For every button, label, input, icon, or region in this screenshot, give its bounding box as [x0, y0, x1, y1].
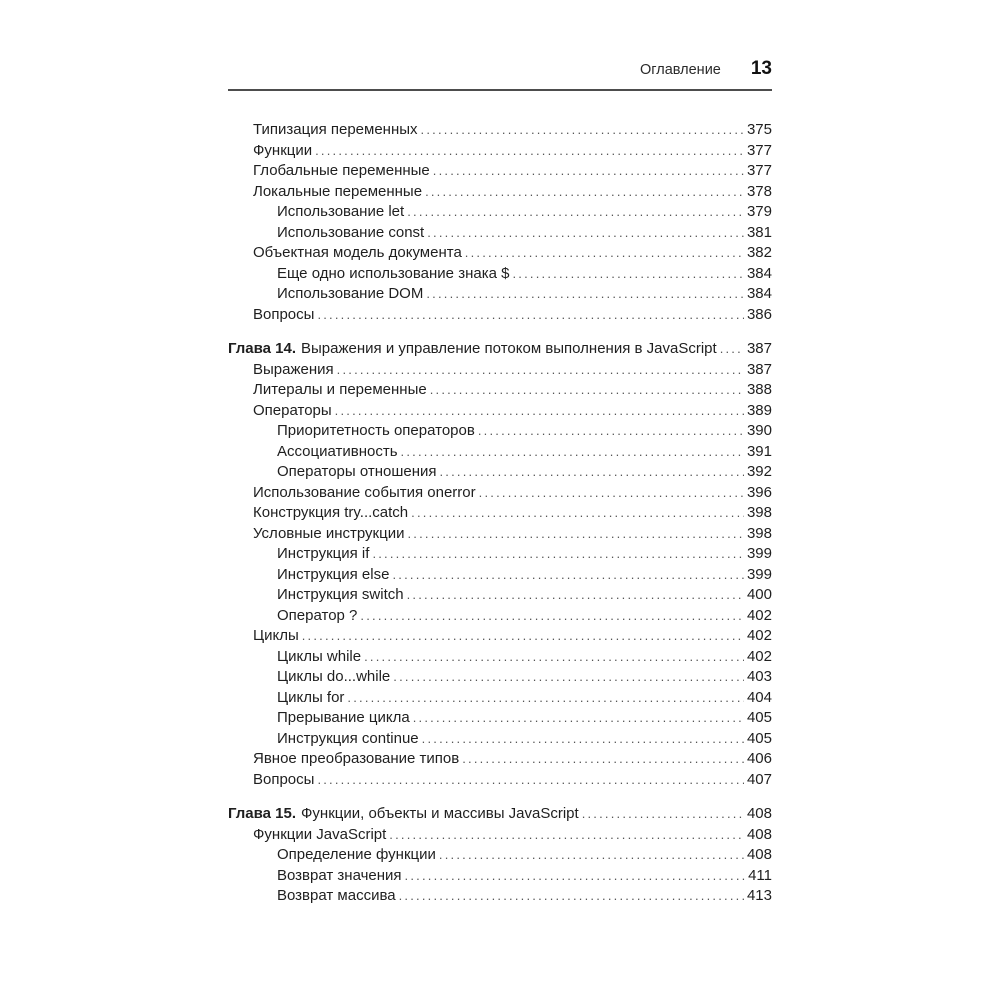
dotted-leader	[315, 141, 744, 162]
toc-entry-page: 377	[746, 162, 772, 179]
dotted-leader	[426, 284, 744, 305]
dotted-leader	[399, 886, 744, 907]
dotted-leader	[407, 585, 744, 606]
toc-entry	[228, 141, 772, 162]
toc-entry-title: Функции JavaScript	[253, 825, 387, 843]
toc-entry-title: Типизация переменных	[253, 121, 418, 138]
toc-entry-page: 381	[746, 223, 772, 241]
toc-entry-page: 375	[746, 121, 772, 138]
toc-entry	[228, 667, 772, 688]
toc-entry-title: Циклы for	[277, 688, 345, 706]
toc-entry-page: 405	[746, 729, 772, 747]
toc-entry	[228, 223, 772, 244]
toc-entry	[228, 264, 772, 285]
toc-entry-page: 408	[746, 805, 772, 822]
toc-entry-page: 404	[746, 688, 772, 706]
dotted-leader	[407, 524, 744, 545]
toc-entry-page: 396	[746, 483, 772, 501]
toc-entry-title: Оператор ?	[277, 606, 358, 624]
toc-chapter-label: Глава 15.	[228, 805, 297, 822]
dotted-leader	[317, 770, 744, 791]
toc-entry-page: 399	[746, 565, 772, 583]
toc-entry-title: Локальные переменные	[253, 182, 423, 200]
toc-entry	[228, 202, 772, 223]
dotted-leader	[413, 708, 744, 729]
toc-entry-title: Прерывание цикла	[277, 709, 410, 726]
toc-entry	[228, 401, 772, 422]
running-title: Оглавление	[640, 62, 721, 78]
toc-entry-page: 399	[746, 545, 772, 562]
toc-entry-page: 386	[746, 305, 772, 323]
dotted-leader	[422, 729, 744, 750]
toc-entry-title: Использование const	[277, 223, 425, 241]
toc-entry-page: 408	[746, 846, 772, 863]
toc-entry-title: Выражения и управление потоком выполнения в JavaScript	[301, 340, 717, 357]
running-head	[228, 58, 772, 91]
toc-entry-page: 382	[746, 244, 772, 261]
toc-entry-title: Ассоциативность	[277, 442, 398, 460]
toc-entry-page: 378	[746, 182, 772, 200]
toc-entry-title: Еще одно использование знака $	[277, 264, 510, 282]
dotted-leader	[401, 442, 744, 463]
toc-entry-title: Использование события onerror	[253, 483, 476, 501]
dotted-leader	[425, 182, 744, 203]
toc-entry-page: 398	[746, 504, 772, 521]
toc-entry-page: 403	[746, 668, 772, 685]
toc-entry-title: Вопросы	[253, 770, 315, 788]
toc-entry-title: Определение функции	[277, 846, 436, 863]
page-number: 13	[750, 58, 772, 79]
dotted-leader	[405, 866, 746, 887]
toc-entry	[228, 647, 772, 668]
toc-entry-title: Объектная модель документа	[253, 244, 462, 261]
toc-entry-page: 387	[746, 340, 772, 357]
toc-entry-page: 413	[746, 887, 772, 904]
toc-entry	[228, 866, 772, 887]
dotted-leader	[317, 305, 744, 326]
toc-entry-page: 377	[746, 141, 772, 159]
dotted-leader	[430, 380, 744, 401]
toc-entry-page: 402	[746, 627, 772, 644]
toc-entry	[228, 708, 772, 729]
toc-entry-title: Вопросы	[253, 305, 315, 323]
toc-entry-page: 389	[746, 401, 772, 419]
dotted-leader	[411, 503, 744, 524]
dotted-leader	[478, 421, 744, 442]
toc-entry	[228, 688, 772, 709]
toc-entry-title: Инструкция continue	[277, 729, 419, 747]
toc-entry	[228, 442, 772, 463]
toc-entry	[228, 544, 772, 565]
dotted-leader	[389, 825, 744, 846]
toc-entry-title: Циклы do...while	[277, 668, 391, 685]
toc-entry-title: Возврат массива	[277, 887, 396, 904]
toc-chapter-label: Глава 14.	[228, 340, 297, 357]
toc-entry	[228, 305, 772, 326]
toc-entry-page: 402	[746, 647, 772, 665]
dotted-leader	[462, 749, 744, 770]
dotted-leader	[582, 804, 744, 825]
toc-entry	[228, 565, 772, 586]
toc-entry-page: 379	[746, 203, 772, 220]
toc-entry-title: Использование DOM	[277, 285, 424, 302]
toc-entry	[228, 804, 772, 825]
toc-entry	[228, 503, 772, 524]
toc-entry-page: 390	[746, 422, 772, 439]
dotted-leader	[439, 845, 744, 866]
dotted-leader	[479, 483, 744, 504]
toc-entry	[228, 886, 772, 907]
toc-entry-page: 384	[746, 264, 772, 282]
toc-entry	[228, 182, 772, 203]
toc-list	[228, 120, 772, 907]
dotted-leader	[433, 161, 744, 182]
toc-entry	[228, 845, 772, 866]
dotted-leader	[335, 401, 744, 422]
toc-entry	[228, 161, 772, 182]
dotted-leader	[393, 667, 744, 688]
toc-entry-title: Циклы	[253, 627, 299, 644]
dotted-leader	[465, 243, 744, 264]
toc-entry-title: Конструкция try...catch	[253, 504, 409, 521]
toc-entry	[228, 120, 772, 141]
dotted-leader	[347, 688, 744, 709]
toc-entry-title: Операторы отношения	[277, 463, 437, 480]
toc-entry-title: Использование let	[277, 203, 405, 220]
toc-entry-page: 398	[746, 524, 772, 542]
dotted-leader	[360, 606, 744, 627]
dotted-leader	[427, 223, 744, 244]
toc-entry-title: Явное преобразование типов	[253, 750, 460, 767]
toc-entry-title: Операторы	[253, 401, 332, 419]
toc-entry	[228, 606, 772, 627]
toc-entry-page: 391	[746, 442, 772, 460]
dotted-leader	[337, 360, 744, 381]
toc-entry	[228, 421, 772, 442]
toc-entry	[228, 524, 772, 545]
dotted-leader	[364, 647, 744, 668]
dotted-leader	[440, 462, 744, 483]
toc-entry-page: 384	[746, 285, 772, 302]
dotted-leader	[302, 626, 744, 647]
toc-entry-title: Инструкция else	[277, 565, 390, 583]
toc-entry	[228, 360, 772, 381]
toc-entry-page: 408	[746, 825, 772, 843]
toc-entry-title: Глобальные переменные	[253, 162, 430, 179]
dotted-leader	[407, 202, 744, 223]
toc-entry	[228, 749, 772, 770]
toc-entry-page: 407	[746, 770, 772, 788]
toc-entry-title: Инструкция switch	[277, 586, 404, 603]
toc-entry-title: Приоритетность операторов	[277, 422, 475, 439]
toc-entry-title: Условные инструкции	[253, 524, 405, 542]
toc-entry	[228, 462, 772, 483]
toc-entry-page: 406	[746, 750, 772, 767]
toc-entry-title: Функции, объекты и массивы JavaScript	[301, 805, 579, 822]
toc-entry	[228, 626, 772, 647]
toc-entry-title: Выражения	[253, 360, 334, 378]
dotted-leader	[372, 544, 744, 565]
toc-entry-title: Возврат значения	[277, 866, 402, 884]
toc-entry	[228, 243, 772, 264]
toc-entry-title: Литералы и переменные	[253, 381, 427, 398]
toc-entry-page: 392	[746, 463, 772, 480]
toc-entry	[228, 339, 772, 360]
toc-entry	[228, 729, 772, 750]
toc-entry	[228, 284, 772, 305]
toc-entry-page: 387	[746, 360, 772, 378]
dotted-leader	[421, 120, 744, 141]
toc-entry	[228, 585, 772, 606]
toc-entry-title: Функции	[253, 141, 313, 159]
page-content	[228, 58, 772, 907]
toc-entry-title: Инструкция if	[277, 545, 370, 562]
dotted-leader	[720, 339, 744, 360]
dotted-leader	[392, 565, 744, 586]
toc-entry	[228, 380, 772, 401]
toc-entry-page: 388	[746, 381, 772, 398]
toc-entry-title: Циклы while	[277, 647, 362, 665]
toc-entry-page: 411	[748, 866, 772, 884]
toc-entry-page: 405	[746, 709, 772, 726]
toc-entry-page: 400	[746, 586, 772, 603]
toc-entry	[228, 825, 772, 846]
toc-entry	[228, 483, 772, 504]
toc-entry	[228, 770, 772, 791]
dotted-leader	[512, 264, 744, 285]
toc-entry-page: 402	[746, 606, 772, 624]
